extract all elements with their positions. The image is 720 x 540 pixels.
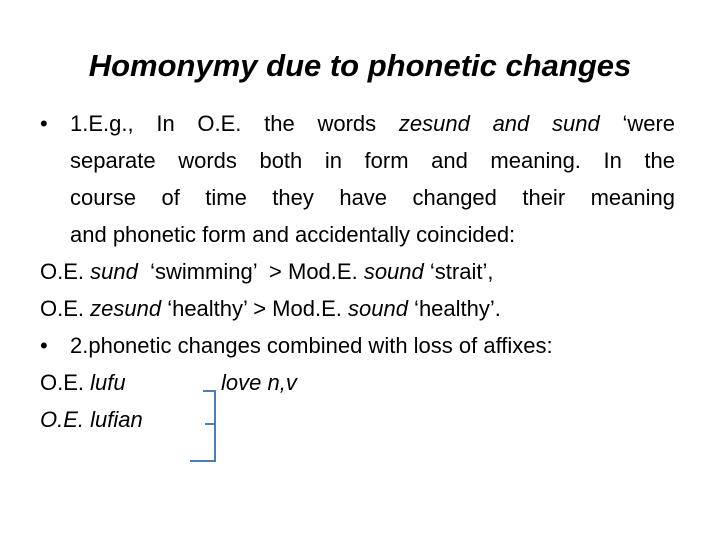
italic-phrase: love n,v — [221, 370, 297, 395]
italic-word: sound — [347, 296, 408, 321]
italic-word: sund — [90, 259, 138, 284]
example-line-4 — [40, 401, 690, 438]
text-run: and phonetic form and accidentally coincided: — [70, 222, 516, 247]
text-run: course of time they have changed their meaning — [70, 185, 675, 210]
text-run: O.E. — [40, 296, 91, 321]
bullet-dot: • — [40, 333, 48, 358]
slide-body — [40, 105, 690, 438]
example-line-1 — [40, 253, 690, 290]
text-run: 1.E.g., In O.E. the words — [70, 111, 399, 136]
bullet-item-1-line-1 — [40, 105, 690, 142]
italic-phrase: O.E. lufian — [40, 407, 143, 432]
italic-word: lufu — [90, 370, 126, 395]
slide-title: Homonymy due to phonetic changes — [88, 48, 632, 83]
text-run: ‘healthy’. — [407, 296, 501, 321]
text-run: separate words both in form and meaning. In the — [70, 148, 675, 173]
bullet-item-1-line-4 — [40, 216, 690, 253]
example-line-3 — [40, 364, 690, 401]
bullet-item-2 — [40, 327, 690, 364]
text-run: O.E. — [40, 259, 91, 284]
text-run: ‘swimming’ > Mod.E. — [137, 259, 364, 284]
bullet-item-1-line-3 — [40, 179, 690, 216]
text-run: O.E. — [40, 370, 91, 395]
italic-word: zesund — [90, 296, 162, 321]
bullet-dot: • — [40, 111, 48, 136]
bullet-item-1-text — [70, 105, 675, 142]
text-run: ‘strait’, — [423, 259, 494, 284]
italic-word: sound — [363, 259, 424, 284]
text-run: ‘were — [599, 111, 676, 136]
bullet-item-2-text: 2.phonetic changes combined with loss of affixes: — [70, 333, 553, 358]
text-run: ‘healthy’ > Mod.E. — [161, 296, 348, 321]
italic-word: zesund and sund — [398, 111, 600, 136]
example-line-2 — [40, 290, 690, 327]
bullet-item-1-line-2 — [40, 142, 690, 179]
